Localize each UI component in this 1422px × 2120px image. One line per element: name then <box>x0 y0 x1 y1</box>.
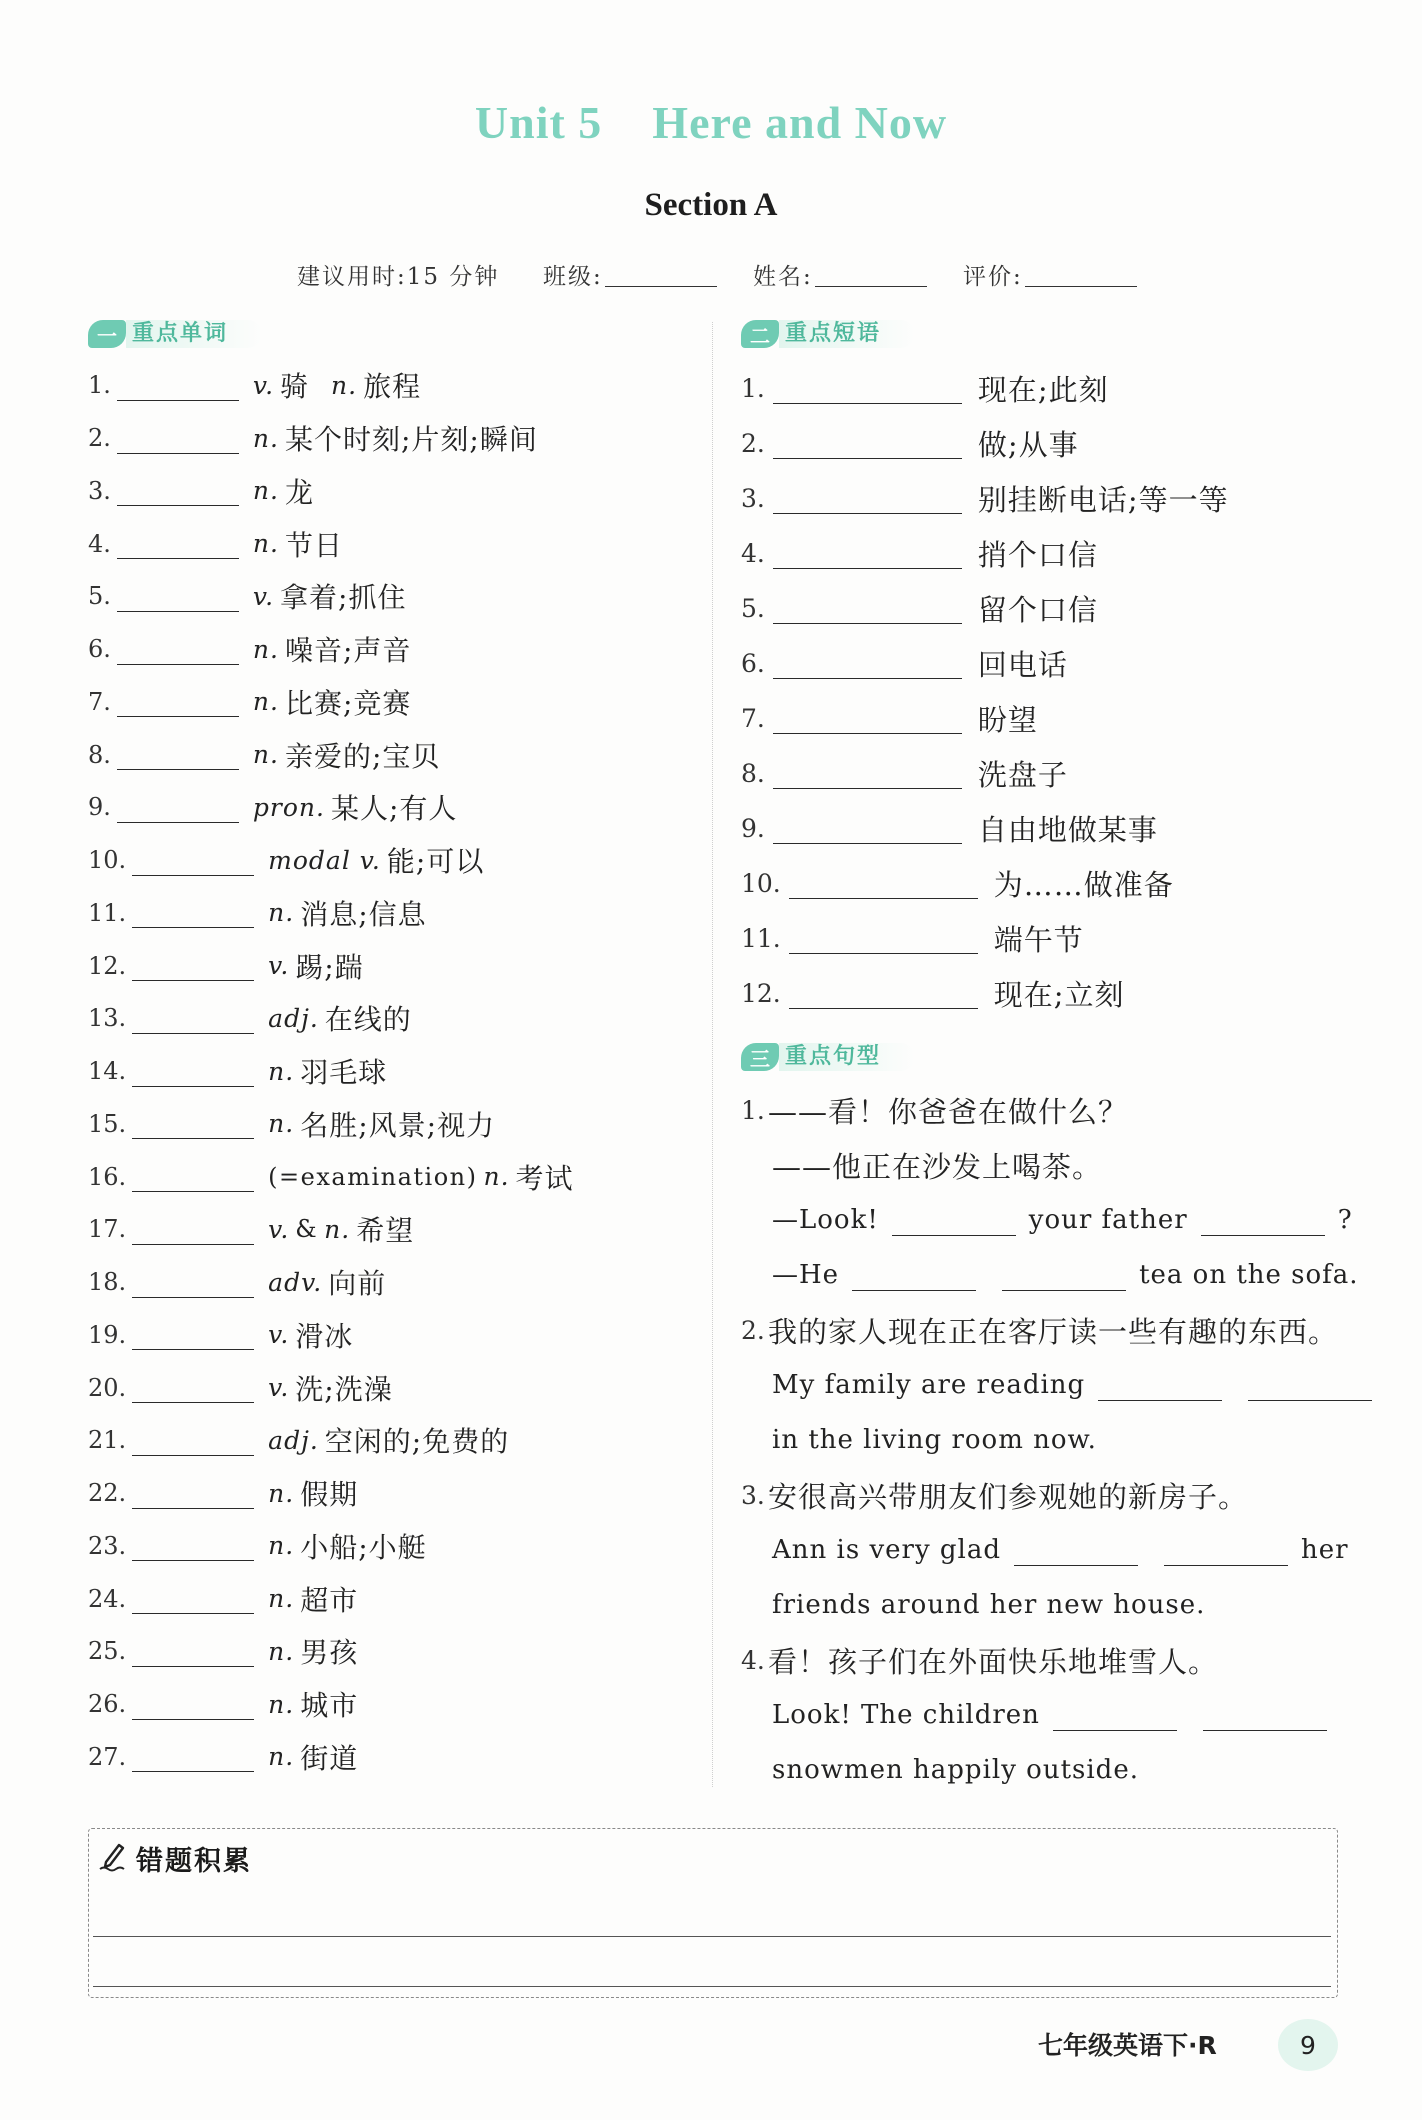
vocab-item <box>88 1731 703 1784</box>
section-heading: 重点句型 <box>779 1043 915 1071</box>
sentence-line <box>741 1083 1361 1138</box>
sentence-text: —Look! <box>772 1205 879 1235</box>
part-of-speech: adj. <box>268 1003 319 1033</box>
phrase-item <box>741 801 1341 856</box>
phrase-item <box>741 636 1341 691</box>
sentence-text: —He <box>772 1260 840 1290</box>
definition-text: 比赛;竞赛 <box>284 686 412 720</box>
answer-blank <box>773 373 962 404</box>
answer-blank <box>789 923 978 954</box>
vocab-item <box>88 676 703 729</box>
word-definition <box>253 676 418 729</box>
definition-text: 某人;有人 <box>330 792 458 826</box>
definition-text: 名胜;风景;视力 <box>300 1108 496 1142</box>
section-heading: 重点短语 <box>779 320 915 348</box>
word-definition <box>268 1625 364 1678</box>
part-of-speech: n. <box>252 687 279 717</box>
item-number: 25. <box>88 1637 127 1666</box>
unit-name: Here and Now <box>652 97 948 148</box>
vocab-section-header <box>88 317 262 351</box>
item-number: 19. <box>88 1320 127 1349</box>
definition-text: 在线的 <box>324 1003 412 1037</box>
sentence-text: 我的家人现在正在客厅读一些有趣的东西。 <box>768 1314 1339 1349</box>
vocab-item <box>88 834 703 887</box>
answer-blank <box>789 868 978 899</box>
answer-blank <box>1053 1700 1177 1731</box>
sentence-text: 安很高兴带朋友们参观她的新房子。 <box>768 1479 1249 1514</box>
word-definition <box>268 1520 433 1573</box>
vocab-item <box>88 992 703 1045</box>
phrase-meaning: 洗盘子 <box>977 757 1068 792</box>
part-of-speech: adv. <box>268 1267 323 1297</box>
definition-text: 小船;小艇 <box>300 1530 427 1564</box>
definition-text: 某个时刻;片刻;瞬间 <box>284 423 538 457</box>
answer-blank <box>773 483 962 514</box>
answer-blank <box>132 1267 254 1298</box>
part-of-speech: modal v. <box>268 845 381 875</box>
sentence-text: ——他正在沙发上喝茶。 <box>772 1149 1103 1184</box>
phrase-meaning: 端午节 <box>993 922 1084 957</box>
item-number: 7. <box>88 687 111 716</box>
answer-blank <box>852 1260 976 1291</box>
answer-blank <box>132 845 254 876</box>
item-number: 14. <box>88 1057 127 1086</box>
definition-text: 拿着;抓住 <box>280 581 407 615</box>
sentence-line <box>741 1138 1361 1193</box>
word-definition <box>268 1309 359 1362</box>
sentence-text: snowmen happily outside. <box>772 1755 1139 1785</box>
vocab-item <box>88 623 703 676</box>
word-definition <box>268 992 418 1045</box>
item-number: 18. <box>88 1268 127 1297</box>
item-number: 15. <box>88 1109 127 1138</box>
answer-blank <box>1203 1700 1327 1731</box>
answer-blank <box>132 897 254 928</box>
class-field <box>543 258 717 290</box>
answer-blank <box>117 581 239 612</box>
answer-blank <box>132 1689 254 1720</box>
vocab-item <box>88 728 703 781</box>
part-of-speech: n. <box>252 423 279 453</box>
word-definition <box>268 1150 579 1203</box>
vocab-item <box>88 412 703 465</box>
answer-blank <box>773 593 962 624</box>
sentence-line <box>741 1193 1361 1248</box>
suggested-time <box>297 258 499 290</box>
name-label: 姓名: <box>753 263 813 290</box>
sentence-text: My family are reading <box>772 1370 1086 1400</box>
item-number: 4. <box>741 1645 765 1675</box>
phrase-meaning: 回电话 <box>977 647 1068 682</box>
word-definition <box>253 465 320 518</box>
item-number: 9. <box>741 813 765 843</box>
sentence-text: your father <box>1028 1205 1188 1235</box>
part-of-speech: v. <box>268 1214 290 1244</box>
item-number: 3. <box>88 476 111 505</box>
word-definition <box>253 412 544 465</box>
part-of-speech: n. <box>268 1478 295 1508</box>
answer-blank <box>1014 1535 1138 1566</box>
phrase-item <box>741 746 1341 801</box>
part-of-speech: n. <box>268 1584 295 1614</box>
mistakes-box <box>88 1828 1338 1998</box>
item-number: 4. <box>741 538 765 568</box>
definition-text: 男孩 <box>300 1636 359 1670</box>
sentence-item <box>741 1468 1361 1633</box>
item-number: 26. <box>88 1690 127 1719</box>
sentence-text: tea on the sofa. <box>1139 1260 1359 1290</box>
answer-blank <box>132 950 254 981</box>
answer-blank <box>773 428 962 459</box>
vocab-item <box>88 1150 703 1203</box>
unit-title <box>0 94 1422 152</box>
answer-blank <box>117 634 239 665</box>
vocab-item <box>88 1203 703 1256</box>
definition-text: 希望 <box>356 1214 415 1248</box>
answer-blank <box>773 538 962 569</box>
item-number: 12. <box>741 978 781 1008</box>
sentence-line <box>741 1413 1361 1468</box>
answer-blank <box>789 978 978 1009</box>
word-definition <box>253 359 427 412</box>
vocab-item <box>88 465 703 518</box>
phrase-meaning: 捎个口信 <box>977 537 1098 572</box>
vocab-item <box>88 1520 703 1573</box>
word-definition <box>268 1572 364 1625</box>
item-number: 11. <box>741 923 781 953</box>
part-of-speech: v. <box>268 951 290 981</box>
answer-blank <box>132 1530 254 1561</box>
unit-number: Unit 5 <box>474 97 603 148</box>
answer-blank <box>117 370 239 401</box>
mistakes-title: 错题积累 <box>136 1845 252 1877</box>
item-number: 5. <box>88 582 111 611</box>
class-blank <box>605 262 717 287</box>
word-definition <box>268 1361 399 1414</box>
definition-text: 假期 <box>300 1478 359 1512</box>
item-number: 5. <box>741 593 765 623</box>
phrase-meaning: 为……做准备 <box>993 867 1174 902</box>
item-number: 23. <box>88 1531 127 1560</box>
answer-blank <box>132 1003 254 1034</box>
vocab-item <box>88 517 703 570</box>
answer-blank <box>132 1636 254 1667</box>
part-of-speech: adj. <box>268 1425 319 1455</box>
answer-blank <box>132 1214 254 1245</box>
answer-blank <box>117 792 239 823</box>
phrase-item <box>741 361 1341 416</box>
section-number-badge: 三 <box>741 1043 779 1071</box>
sentence-line <box>741 1523 1361 1578</box>
vocab-item <box>88 781 703 834</box>
item-number: 27. <box>88 1742 127 1771</box>
item-number: 12. <box>88 951 127 980</box>
word-definition <box>268 1467 364 1520</box>
answer-blank <box>773 813 962 844</box>
answer-blank <box>132 1161 254 1192</box>
answer-blank <box>117 475 239 506</box>
part-of-speech: pron. <box>252 792 325 822</box>
word-definition <box>253 728 447 781</box>
answer-blank <box>132 1741 254 1772</box>
answer-blank <box>892 1205 1016 1236</box>
answer-blank <box>132 1425 254 1456</box>
phrase-list <box>741 361 1341 1021</box>
phrase-meaning: 留个口信 <box>977 592 1098 627</box>
phrase-meaning: 做;从事 <box>977 427 1079 462</box>
definition-text: 旅程 <box>363 370 422 404</box>
item-number: 17. <box>88 1215 127 1244</box>
part-of-speech: v. <box>252 370 275 400</box>
phrase-meaning: 现在;立刻 <box>993 977 1125 1012</box>
word-definition <box>253 570 413 623</box>
item-number: 16. <box>88 1162 127 1191</box>
word-definition <box>268 1203 420 1256</box>
phrase-item <box>741 416 1341 471</box>
part-of-speech: n. <box>324 1214 351 1244</box>
name-blank <box>815 262 927 287</box>
item-number: 21. <box>88 1426 127 1455</box>
sentence-text: her <box>1301 1535 1349 1565</box>
column-divider <box>712 322 713 1787</box>
item-number: 22. <box>88 1479 127 1508</box>
item-number: 1. <box>741 1095 765 1125</box>
item-number: 20. <box>88 1373 127 1402</box>
item-number: 3. <box>741 483 765 513</box>
item-number: 6. <box>741 648 765 678</box>
vocab-item <box>88 1467 703 1520</box>
definition-text: 羽毛球 <box>300 1056 388 1090</box>
phrase-meaning: 别挂断电话;等一等 <box>977 482 1229 517</box>
vocab-item <box>88 1625 703 1678</box>
item-number: 8. <box>88 740 111 769</box>
part-of-speech: v. <box>252 581 275 611</box>
pen-icon <box>98 1840 130 1876</box>
word-definition <box>268 887 433 940</box>
part-of-speech: n. <box>252 740 279 770</box>
phrase-meaning: 盼望 <box>977 702 1038 737</box>
definition-text: 龙 <box>284 475 314 509</box>
item-number: 8. <box>741 758 765 788</box>
definition-text: 噪音;声音 <box>284 634 412 668</box>
answer-blank <box>773 703 962 734</box>
item-number: 10. <box>88 846 127 875</box>
answer-blank <box>773 648 962 679</box>
answer-blank <box>117 739 239 770</box>
sentence-item <box>741 1083 1361 1303</box>
definition-text: 节日 <box>284 528 343 562</box>
answer-blank <box>132 1056 254 1087</box>
mistakes-header <box>98 1841 252 1875</box>
sentence-text: ? <box>1337 1205 1353 1235</box>
answer-blank <box>773 758 962 789</box>
vocab-item <box>88 1414 703 1467</box>
section-number-badge: 一 <box>88 320 126 348</box>
definition-text: 骑 <box>280 370 310 404</box>
item-number: 11. <box>88 898 127 927</box>
part-of-speech: n. <box>268 1636 295 1666</box>
sentence-text: friends around her new house. <box>772 1590 1206 1620</box>
vocab-item <box>88 1098 703 1151</box>
phrase-item <box>741 966 1341 1021</box>
writing-line <box>93 1986 1331 1987</box>
sentence-text: in the living room now. <box>772 1425 1097 1455</box>
answer-blank <box>1248 1370 1372 1401</box>
item-number: 6. <box>88 635 111 664</box>
sentence-line <box>741 1633 1361 1688</box>
item-number: 2. <box>88 424 111 453</box>
word-definition <box>253 623 418 676</box>
part-of-speech: n. <box>268 1531 295 1561</box>
definition-text: 踢;踹 <box>295 950 364 984</box>
definition-text: 亲爱的;宝贝 <box>284 739 441 773</box>
definition-text: 城市 <box>300 1689 359 1723</box>
part-of-speech: n. <box>252 634 279 664</box>
part-of-speech: n. <box>268 1689 295 1719</box>
sentence-text: 看！孩子们在外面快乐地堆雪人。 <box>768 1644 1219 1679</box>
vocab-item <box>88 1309 703 1362</box>
sentence-item <box>741 1303 1361 1468</box>
item-number: 4. <box>88 529 111 558</box>
word-definition <box>268 1098 501 1151</box>
item-number: 3. <box>741 1480 765 1510</box>
phrase-item <box>741 856 1341 911</box>
definition-text: 考试 <box>515 1161 574 1195</box>
answer-blank <box>132 1319 254 1350</box>
class-label: 班级: <box>543 263 603 290</box>
definition-text: 洗;洗澡 <box>295 1372 393 1406</box>
sentence-line <box>741 1688 1361 1743</box>
word-definition <box>268 1045 393 1098</box>
item-number: 2. <box>741 1315 765 1345</box>
phrase-item <box>741 526 1341 581</box>
answer-blank <box>132 1372 254 1403</box>
word-definition <box>253 781 464 834</box>
part-of-speech: n. <box>268 1056 295 1086</box>
item-number: 1. <box>88 371 111 400</box>
sentence-line <box>741 1743 1361 1798</box>
item-number: 1. <box>741 373 765 403</box>
answer-blank <box>117 423 239 454</box>
word-definition <box>268 939 370 992</box>
answer-blank <box>1098 1370 1222 1401</box>
item-number: 10. <box>741 868 781 898</box>
phrase-item <box>741 691 1341 746</box>
answer-blank <box>132 1583 254 1614</box>
item-number: 2. <box>741 428 765 458</box>
vocab-item <box>88 887 703 940</box>
vocab-item <box>88 939 703 992</box>
sentence-item <box>741 1633 1361 1798</box>
definition-text: & <box>295 1215 319 1244</box>
sentence-line <box>741 1303 1361 1358</box>
phrase-item <box>741 911 1341 966</box>
sentence-text: Look! The children <box>772 1700 1040 1730</box>
part-of-speech: n. <box>483 1162 510 1192</box>
part-of-speech: n. <box>268 1109 295 1139</box>
section-heading: 重点单词 <box>126 320 262 348</box>
vocab-list <box>88 359 703 1783</box>
answer-blank <box>132 1478 254 1509</box>
item-number: 9. <box>88 793 111 822</box>
writing-line <box>93 1936 1331 1937</box>
word-definition <box>253 517 349 570</box>
definition-text: 滑冰 <box>295 1319 354 1353</box>
sentence-line <box>741 1468 1361 1523</box>
definition-text: (=examination) <box>268 1162 478 1191</box>
definition-text: 超市 <box>300 1583 359 1617</box>
answer-blank <box>132 1108 254 1139</box>
part-of-speech: n. <box>252 529 279 559</box>
evaluation-field <box>963 258 1137 290</box>
definition-text: 消息;信息 <box>300 897 427 931</box>
section-number-badge: 二 <box>741 320 779 348</box>
part-of-speech: v. <box>268 1373 290 1403</box>
part-of-speech: n. <box>268 1742 295 1772</box>
sentence-text: ——看！你爸爸在做什么？ <box>768 1094 1129 1129</box>
evaluation-blank <box>1025 262 1137 287</box>
vocab-item <box>88 1045 703 1098</box>
vocab-item <box>88 1572 703 1625</box>
word-definition <box>268 1414 515 1467</box>
answer-blank <box>117 686 239 717</box>
item-number: 7. <box>741 703 765 733</box>
sentence-section-header <box>741 1040 915 1074</box>
word-definition <box>268 1731 364 1784</box>
part-of-speech: v. <box>268 1320 290 1350</box>
name-field <box>753 258 927 290</box>
page-number: 9 <box>1300 2031 1316 2060</box>
item-number: 24. <box>88 1584 127 1613</box>
definition-text: 向前 <box>328 1267 387 1301</box>
sentence-line <box>741 1578 1361 1633</box>
part-of-speech: n. <box>331 370 358 400</box>
item-number: 13. <box>88 1004 127 1033</box>
vocab-item <box>88 359 703 412</box>
vocab-item <box>88 1361 703 1414</box>
vocab-item <box>88 1256 703 1309</box>
sentence-line <box>741 1358 1361 1413</box>
word-definition <box>268 1256 392 1309</box>
answer-blank <box>1002 1260 1126 1291</box>
section-title: Section A <box>644 187 778 223</box>
book-title: 七年级英语下·R <box>1038 2031 1217 2060</box>
vocab-item <box>88 1678 703 1731</box>
definition-text: 街道 <box>300 1741 359 1775</box>
sentence-line <box>741 1248 1361 1303</box>
part-of-speech: n. <box>268 898 295 928</box>
phrase-meaning: 现在;此刻 <box>977 372 1109 407</box>
answer-blank <box>1201 1205 1325 1236</box>
vocab-item <box>88 570 703 623</box>
phrase-section-header <box>741 317 915 351</box>
answer-blank <box>117 528 239 559</box>
phrase-item <box>741 581 1341 636</box>
definition-text: 能;可以 <box>386 845 485 879</box>
definition-text: 空闲的;免费的 <box>324 1425 510 1459</box>
evaluation-label: 评价: <box>963 263 1023 290</box>
answer-blank <box>1164 1535 1288 1566</box>
phrase-item <box>741 471 1341 526</box>
word-definition <box>268 834 490 887</box>
sentence-text: Ann is very glad <box>772 1535 1002 1565</box>
part-of-speech: n. <box>252 476 279 506</box>
sentence-list <box>741 1083 1361 1798</box>
word-definition <box>268 1678 364 1731</box>
phrase-meaning: 自由地做某事 <box>977 812 1158 847</box>
suggested-time-label: 建议用时:15 分钟 <box>297 263 500 290</box>
